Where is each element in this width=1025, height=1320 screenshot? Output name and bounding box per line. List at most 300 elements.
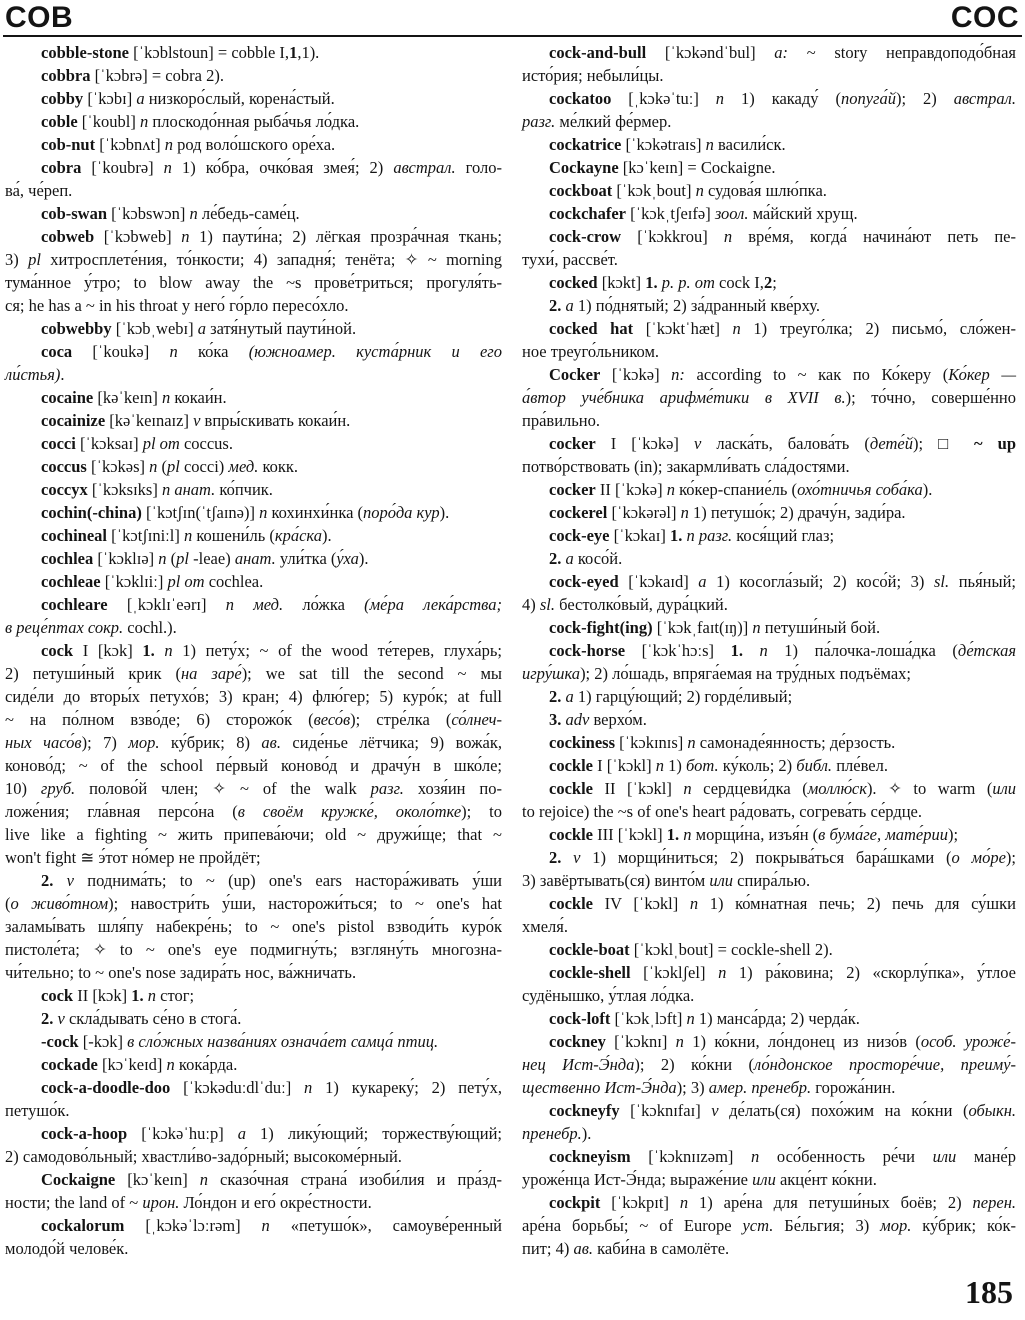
entry-text: 1) треуго́лка; 2) письмо́, сло́жен- (740, 319, 1016, 338)
italic-text: v (57, 1009, 65, 1028)
entry-line (5, 961, 502, 984)
italic-text: n (715, 89, 725, 108)
entry-text: скла́дывать се́но в стога́. (64, 1009, 242, 1028)
bold-text: 1. (645, 273, 658, 292)
entry-text: самонаде́янность; де́рзость. (695, 733, 896, 752)
headword: cobby (41, 89, 84, 108)
headword: cochlea (41, 549, 94, 568)
entry-line (522, 708, 1016, 731)
entry-text: ); to (461, 802, 502, 821)
dictionary-entry (522, 1191, 1016, 1260)
dictionary-entry (5, 432, 502, 455)
entry-text: according to ~ как по Ко́керу ( (684, 365, 949, 384)
headword: cobra (41, 158, 82, 177)
entry-text: 1) па́лочка-лоша́дка ( (767, 641, 958, 660)
entry-text: cochl.). (123, 618, 177, 637)
entry-text: I [ˈkɔkl] (592, 756, 656, 775)
headword: cocci (41, 434, 76, 453)
entry-line (522, 432, 1016, 455)
dictionary-entry (522, 823, 1016, 846)
entry-text: 1) какаду́ ( (724, 89, 841, 108)
entry-line (5, 1237, 502, 1260)
entry-line (522, 846, 1016, 869)
entry-text: спира́лью. (733, 871, 811, 890)
italic-text: n (732, 319, 741, 338)
entry-line (522, 823, 1016, 846)
dictionary-entry (5, 524, 502, 547)
entry-line (5, 846, 502, 869)
entry-text: II [ˈkɔkə] (595, 480, 667, 499)
entry-text: [ˈkɔkɪnɪs] (615, 733, 688, 752)
dictionary-entry (5, 501, 502, 524)
entry-text: I [ˈkɔkə] (595, 434, 694, 453)
italic-text: нец Ист-Э́нда (522, 1055, 635, 1074)
headword: cobwebby (41, 319, 112, 338)
italic-text: adv (565, 710, 590, 729)
entry-text: [ˈkɔklɪə] (93, 549, 159, 568)
entry-line (522, 1214, 1016, 1237)
italic-text: кра́ска (274, 526, 322, 545)
entry-text: ся; he has a ~ in his throat у него́ го́рло пересо́хло. (5, 296, 349, 315)
dictionary-entry (5, 202, 502, 225)
italic-text: особ. уроже́- (920, 1032, 1016, 1051)
entry-text: [ˈkɔbnʌt] (95, 135, 165, 154)
entry-text: пит; 4) (522, 1239, 574, 1258)
dictionary-entry (522, 87, 1016, 133)
dictionary-entry (522, 501, 1016, 524)
bold-text: ~ up (974, 434, 1017, 453)
entry-text: [ˈkɔkəndˈbul] (646, 43, 775, 62)
entry-line (522, 892, 1016, 915)
headword: cockade (41, 1055, 98, 1074)
entry-text: заламы́вать шля́пу набекре́нь; to ~ one's pistol взводи́ть куро́к (5, 917, 502, 936)
entry-text: [ˈkɔkˌbout] (612, 181, 696, 200)
dictionary-entry (522, 1007, 1016, 1030)
entry-line (522, 593, 1016, 616)
italic-text: n (686, 1009, 695, 1028)
entry-text: пья́ный; (949, 572, 1016, 591)
entry-text: сиде́ли до вторы́х петухо́в; 3) кран; 4) флю́гер; 5) куро́к; at full (5, 687, 502, 706)
entry-line (5, 409, 502, 432)
entry-text: coccus. (179, 434, 233, 453)
entry-line (522, 133, 1016, 156)
headword: cockle (549, 825, 593, 844)
entry-text: 1) кукареку́; 2) пету́х, (312, 1078, 502, 1097)
dictionary-entry (5, 340, 502, 386)
entry-line (522, 685, 1016, 708)
entry-text: стог; (156, 986, 195, 1005)
italic-text: n (164, 641, 173, 660)
italic-text: у́ха (336, 549, 359, 568)
entry-text: [ˈkɔknɪfaɪ] (619, 1101, 712, 1120)
dictionary-entry (522, 156, 1016, 179)
italic-text: австрал. (393, 158, 456, 177)
entry-line (522, 1030, 1016, 1053)
headword: cochleae (41, 572, 101, 591)
italic-text: (южноамер. куста́рник и его (248, 342, 502, 361)
entry-text: ); стре́лка ( (350, 710, 452, 729)
italic-text: v (693, 434, 702, 453)
dictionary-entry (522, 777, 1016, 823)
entry-text: II [kɔk] (73, 986, 132, 1005)
headword: cock-fight(ing) (549, 618, 653, 637)
italic-text: весо́в (313, 710, 351, 729)
entry-line (5, 248, 502, 271)
dictionary-entry (5, 317, 502, 340)
italic-text: sl. (539, 595, 556, 614)
dictionary-entry (522, 363, 1016, 432)
entry-text: ласка́ть, балова́ть ( (701, 434, 870, 453)
dictionary-entry (522, 432, 1016, 478)
italic-text: амер. пренебр. (708, 1078, 812, 1097)
italic-text: a (565, 296, 574, 315)
headword: cockerel (549, 503, 608, 522)
entry-text (743, 641, 760, 660)
entry-text: 1) ко́кни, ло́ндонец из низо́в ( (683, 1032, 921, 1051)
entry-text: [ˈkɔblstoun] = cobble I, (129, 43, 290, 62)
headword: cocker (549, 434, 596, 453)
entry-line (5, 708, 502, 731)
entry-text: 1) аре́на для петуши́ных боёв; 2) (688, 1193, 973, 1212)
entry-text: ме́лкий фе́рмер. (555, 112, 672, 131)
entry-line (5, 547, 502, 570)
entry-line (5, 639, 502, 662)
entry-line (5, 501, 502, 524)
italic-text: n (199, 1170, 209, 1189)
entry-text: [ˈkɔbswɔn] (107, 204, 190, 223)
entry-text: чи́тельно; to ~ one's nose задира́ть нос, ва́жничать. (5, 963, 357, 982)
dictionary-entry (5, 1122, 502, 1168)
entry-text: де́лать(ся) похо́жим на ко́кни ( (718, 1101, 969, 1120)
italic-text: n (161, 388, 171, 407)
running-head-right: COC (950, 1, 1019, 34)
dictionary-entry (522, 1145, 1016, 1191)
entry-line (5, 271, 502, 294)
dictionary-entry (5, 386, 502, 409)
headword: cob-nut (41, 135, 96, 154)
entry-text: ); we sat till the second ~ мы (241, 664, 503, 683)
entry-text: ). (922, 480, 933, 499)
dictionary-entry (5, 478, 502, 501)
entry-text: хитросплете́ния, то́нкости; 4) западня́; тенёта; ✧ ~ morning (40, 250, 502, 269)
entry-text: ,1). (297, 43, 320, 62)
headword: cock-horse (549, 641, 626, 660)
italic-text: n (147, 986, 157, 1005)
entry-text: потво́рствовать (in); закармли́вать сла́достями. (522, 457, 850, 476)
entry-text: ). (439, 503, 450, 522)
italic-text: n (666, 480, 675, 499)
entry-text: 1) паути́на; 2) лёгкая прозра́чная ткань; (189, 227, 503, 246)
italic-text: n (158, 549, 167, 568)
headword: cobble-stone (41, 43, 129, 62)
headword: cockney (549, 1032, 606, 1051)
entry-text: 10) (5, 779, 41, 798)
entry-text: ); (948, 825, 959, 844)
dictionary-entry (522, 639, 1016, 685)
entry-text: IV [ˈkɔkl] (592, 894, 690, 913)
entry-line (522, 1237, 1016, 1260)
italic-text: sl. (934, 572, 950, 591)
entry-text: 1) лику́ющий; торжеству́ющий; (246, 1124, 502, 1143)
italic-text: pl (167, 457, 180, 476)
entry-line (5, 87, 502, 110)
headword: cochin(-china) (41, 503, 142, 522)
bold-text: 1. (142, 641, 155, 660)
italic-text: разг. (522, 112, 556, 131)
entry-text: [ˈkɔkə] (600, 365, 672, 384)
italic-text: n (149, 457, 158, 476)
right-column (522, 41, 1016, 1260)
dictionary-entry (5, 1053, 502, 1076)
entry-text: I [kɔk] (73, 641, 143, 660)
italic-text: n (183, 526, 193, 545)
italic-text: игру́шка (522, 664, 581, 683)
entry-line (5, 823, 502, 846)
entry-line (522, 317, 1016, 340)
entry-text: кока́рда. (174, 1055, 238, 1074)
italic-text: n (695, 181, 704, 200)
dictionary-entry (5, 1076, 502, 1122)
entry-text: 1) ко́бра, очко́вая змея́; 2) (171, 158, 394, 177)
italic-text: n (304, 1078, 313, 1097)
entry-text: [ˈkɔksaɪ] (75, 434, 143, 453)
italic-text: мор. (880, 1216, 912, 1235)
headword: coble (41, 112, 78, 131)
entry-line (5, 133, 502, 156)
bold-text: 2. (549, 848, 562, 867)
italic-text: n (723, 227, 733, 246)
entry-text: мане́р (956, 1147, 1016, 1166)
italic-text: pl от (142, 434, 180, 453)
entry-line (522, 386, 1016, 409)
dictionary-entry (5, 87, 502, 110)
entry-text: морщи́на, изъя́н ( (691, 825, 819, 844)
headword: cockalorum (41, 1216, 125, 1235)
entry-text: сердцеви́дка ( (691, 779, 808, 798)
header-rule (3, 35, 1022, 37)
entry-text: 1) морщи́ниться; 2) покрыва́ться бара́шками ( (580, 848, 952, 867)
entry-line (5, 754, 502, 777)
entry-text: [ˌkɔkəˈlɔːrəm] (124, 1216, 262, 1235)
dictionary-entry (5, 41, 502, 64)
entry-text: косо́й. (573, 549, 623, 568)
entry-text: [ˈkɔkˌlɔft] (610, 1009, 687, 1028)
left-column (5, 41, 502, 1260)
italic-text: зоол. (714, 204, 749, 223)
entry-line (5, 731, 502, 754)
entry-text: [ˈkɔknɪ] (605, 1032, 676, 1051)
entry-text: [ˌkɔkəˈtuː] (611, 89, 716, 108)
entry-line (522, 202, 1016, 225)
italic-text: пренебр. (522, 1124, 582, 1143)
entry-text: [ˈkɔkaɪd] (618, 572, 699, 591)
bold-text: 1 (289, 43, 298, 62)
entry-line (522, 777, 1016, 800)
italic-text: pl (28, 250, 41, 269)
dictionary-entry (522, 938, 1016, 961)
headword: cock-a-doodle-doo (41, 1078, 171, 1097)
entry-line (5, 984, 502, 1007)
entry-text: судёнышко, у́тлая ло́дка. (522, 986, 695, 1005)
headword: cockchafer (549, 204, 626, 223)
entry-line (522, 524, 1016, 547)
dictionary-entry (522, 547, 1016, 570)
entry-text: [ˈkɔkaɪ] (609, 526, 670, 545)
dictionary-entry (522, 202, 1016, 225)
headword: cock-crow (549, 227, 622, 246)
italic-text: n (689, 894, 699, 913)
entry-line (5, 1191, 502, 1214)
italic-text: или (752, 1170, 776, 1189)
entry-line (522, 455, 1016, 478)
italic-text: о живо́тном (10, 894, 109, 913)
italic-text: ли́стья) (5, 365, 61, 384)
italic-text: ирон. (142, 1193, 180, 1212)
dictionary-entry (5, 639, 502, 869)
italic-text: n (655, 756, 664, 775)
entry-line (522, 501, 1016, 524)
entry-text: [ˈkɔbweb] (94, 227, 182, 246)
italic-text: v (573, 848, 581, 867)
entry-line (5, 179, 502, 202)
entry-text: ное треуго́льником. (522, 342, 660, 361)
entry-text: ку́брик; ко́к- (911, 1216, 1016, 1235)
dictionary-entry (522, 846, 1016, 892)
entry-line (522, 87, 1016, 110)
italic-text: n (705, 135, 714, 154)
entry-text: ло́жка (283, 595, 365, 614)
entry-line (5, 777, 502, 800)
dictionary-entry (522, 317, 1016, 363)
entry-line (5, 915, 502, 938)
italic-text: а́втор уче́бника арифме́тики в XVII в. (522, 388, 846, 407)
headword: cockle-shell (549, 963, 631, 982)
italic-text: a (237, 1124, 246, 1143)
dictionary-entry (522, 294, 1016, 317)
italic-text: n (164, 135, 173, 154)
dictionary-entry (5, 64, 502, 87)
entry-text: [ˈkoubl] (77, 112, 140, 131)
entry-text: [ˈkɔkkrou] (621, 227, 724, 246)
entry-text: поднима́ть; to ~ (up) one's ears настора́живать у́ши (74, 871, 503, 890)
dictionary-entry (5, 1214, 502, 1260)
entry-line (5, 800, 502, 823)
entry-line (5, 432, 502, 455)
entry-text: [ˈkɔkpɪt] (600, 1193, 680, 1212)
entry-line (522, 984, 1016, 1007)
entry-text: «петушо́к», самоуве́ренный (269, 1216, 502, 1235)
italic-text: n (759, 641, 768, 660)
dictionary-entry (522, 41, 1016, 87)
entry-line (522, 1007, 1016, 1030)
italic-text: n (675, 1032, 684, 1051)
entry-line (5, 225, 502, 248)
page-number: 185 (965, 1274, 1013, 1310)
entry-line (522, 570, 1016, 593)
entry-text: 1) гарцу́ющий; 2) горде́ливый; (573, 687, 793, 706)
dictionary-entry (5, 593, 502, 639)
entry-text: впры́скивать кокаи́н. (200, 411, 351, 430)
entry-line (522, 1168, 1016, 1191)
entry-text: сказо́чная страна́ изоби́лия и пра́зд- (208, 1170, 503, 1189)
entry-text: [ˈkɔkəduːdlˈduː] (170, 1078, 305, 1097)
entry-line (5, 455, 502, 478)
entry-line (5, 593, 502, 616)
entry-text: [ˈkɔbˌwebɪ] (111, 319, 198, 338)
italic-text: a (136, 89, 145, 108)
entry-text: [ˈkoukə] (72, 342, 170, 361)
entry-text: сиде́нье лётчика; 9) вожа́к, (280, 733, 502, 752)
entry-text: [ˈkɔkəˈhuːp] (127, 1124, 238, 1143)
italic-text: библ. (796, 756, 833, 775)
headword: cock-eyed (549, 572, 619, 591)
italic-text: в своём кружке́, около́тке (237, 802, 462, 821)
entry-text: ле́бедь-саме́ц. (197, 204, 300, 223)
dictionary-entry (522, 892, 1016, 938)
italic-text: груб. (40, 779, 76, 798)
italic-text: n (679, 1193, 689, 1212)
entry-text: II [ˈkɔkl] (592, 779, 684, 798)
entry-text: тухи́, рассве́т. (522, 250, 618, 269)
headword: cockiness (549, 733, 615, 752)
italic-text: n (751, 1147, 760, 1166)
entry-text: хозя́ин по- (403, 779, 502, 798)
dictionary-entry (522, 685, 1016, 708)
entry-text: [kɔˈkeɪd] (97, 1055, 167, 1074)
italic-text: a: (774, 43, 789, 62)
dictionary-entry (5, 409, 502, 432)
italic-text: n: (671, 365, 685, 384)
entry-text: ); 3) (676, 1078, 709, 1097)
entry-text: [ˈkɔktˈhæt] (633, 319, 733, 338)
entry-line (5, 1030, 502, 1053)
entry-line (522, 41, 1016, 64)
entry-line (5, 938, 502, 961)
entry-line (5, 156, 502, 179)
entry-text: [ˈkɔbɪ] (83, 89, 137, 108)
entry-line (522, 639, 1016, 662)
entry-text: [ˈkɔtʃɪniːl] (107, 526, 184, 545)
italic-text: Ко́кер — (948, 365, 1016, 384)
italic-text: ло́ндонское просторе́чие, преиму́- (754, 1055, 1017, 1074)
italic-text: pl (176, 549, 190, 568)
entry-text (561, 848, 573, 867)
entry-text: ); □ (913, 434, 975, 453)
entry-text: бестолко́вый, дура́цкий. (555, 595, 728, 614)
italic-text: n (166, 1055, 175, 1074)
dictionary-entry (522, 1030, 1016, 1099)
entry-text: 1) (664, 756, 686, 775)
entry-line (5, 1214, 502, 1237)
headword: cocked hat (549, 319, 634, 338)
entry-text: аре́на борьбы́; ~ of Europe (522, 1216, 743, 1235)
entry-line (5, 340, 502, 363)
dictionary-entry (5, 455, 502, 478)
entry-text: [kɔˈkeɪn] (115, 1170, 200, 1189)
entry-text: live like a fighting ~ жить припева́ючи; old ~ дружи́ще; that ~ (5, 825, 502, 844)
dictionary-entry (522, 524, 1016, 547)
entry-text: исто́рия; небыли́цы. (522, 66, 664, 85)
bold-text: 2. (41, 1009, 54, 1028)
entry-text: [ˈkɔklʃel] (630, 963, 719, 982)
italic-text: попуга́й (840, 89, 896, 108)
italic-text: n (259, 503, 268, 522)
dictionary-entry (522, 225, 1016, 271)
entry-text: ку́брик; 8) (159, 733, 262, 752)
dictionary-entry (5, 547, 502, 570)
italic-text: ных часо́в (5, 733, 82, 752)
entry-line (522, 547, 1016, 570)
